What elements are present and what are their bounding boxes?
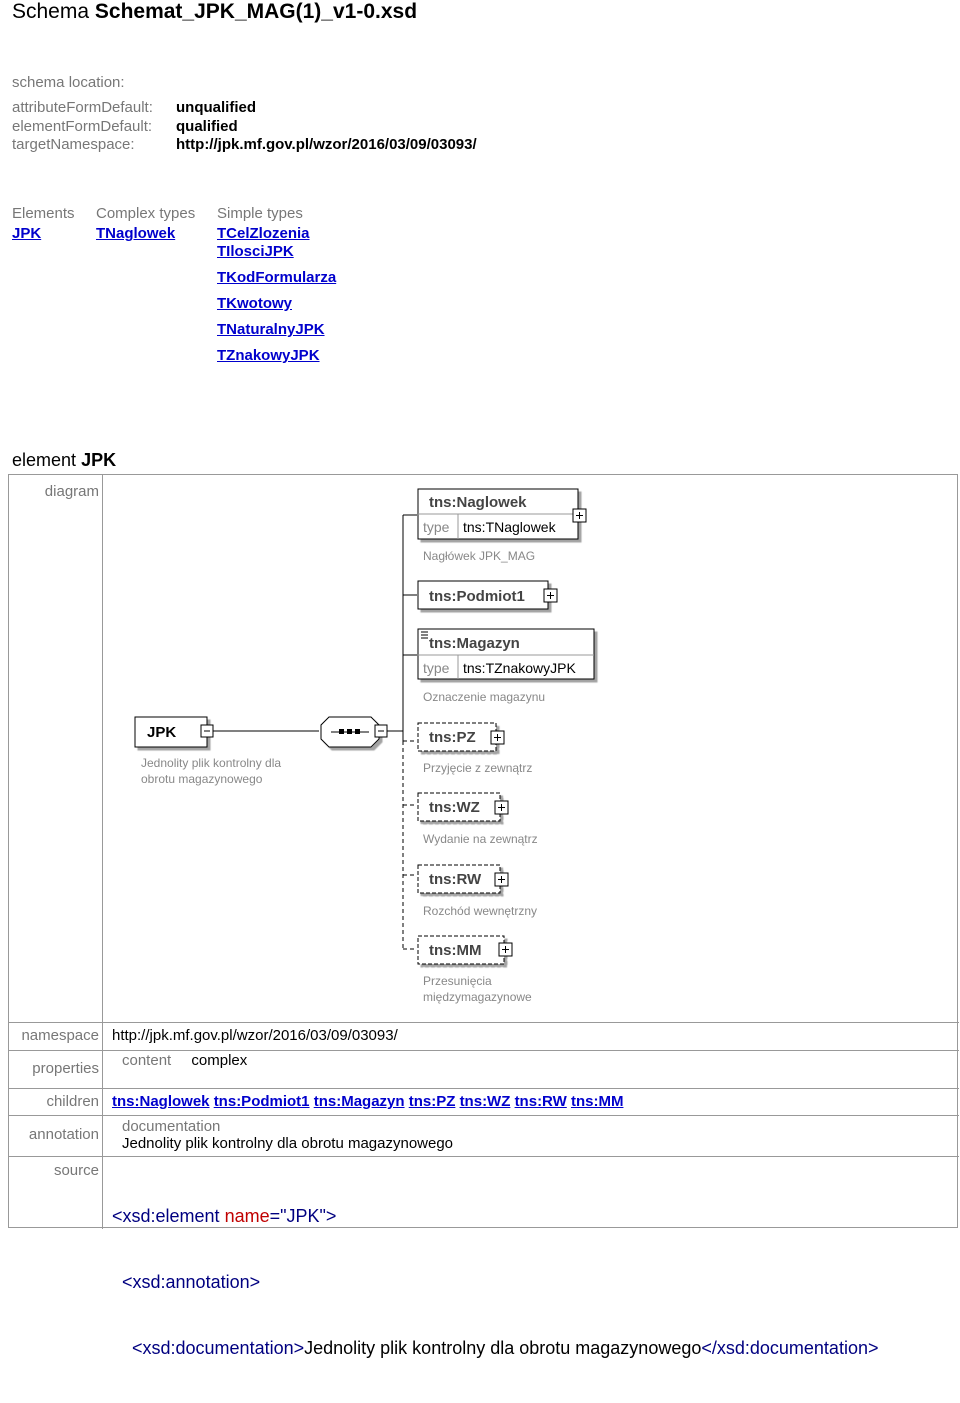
page-title: [12, 0, 417, 24]
target-namespace-label: targetNamespace:: [12, 136, 135, 153]
child-link[interactable]: tns:MM: [570, 1093, 624, 1110]
simple-type-link[interactable]: TCelZlozenia: [217, 225, 310, 242]
svg-text:tns:Naglowek: tns:Naglowek: [429, 494, 527, 511]
namespace-label: namespace: [21, 1027, 99, 1044]
target-namespace-row: [12, 136, 477, 155]
svg-text:Nagłówek JPK_MAG: Nagłówek JPK_MAG: [423, 549, 536, 563]
simple-types-header: Simple types: [217, 205, 303, 222]
child-link[interactable]: tns:RW: [514, 1093, 567, 1110]
source-code: [112, 1161, 878, 1403]
diagram-node-magazyn[interactable]: [418, 629, 594, 704]
attribute-form-default-label: attributeFormDefault:: [12, 99, 153, 116]
svg-text:tns:MM: tns:MM: [429, 942, 482, 959]
svg-text:Przyjęcie z zewnątrz: Przyjęcie z zewnątrz: [423, 761, 533, 775]
element-form-default-row: [12, 118, 477, 137]
property-key: content: [122, 1052, 172, 1069]
element-detail-table: [8, 474, 958, 1358]
documentation-key: documentation: [122, 1118, 221, 1135]
svg-text:Oznaczenie magazynu: Oznaczenie magazynu: [423, 690, 546, 704]
svg-text:tns:WZ: tns:WZ: [429, 799, 480, 816]
svg-text:tns:RW: tns:RW: [429, 871, 482, 888]
simple-type-link[interactable]: TIlosciJPK: [217, 243, 294, 260]
title-prefix: Schema: [12, 0, 90, 23]
source-line-1: <xsd:element name="JPK">: [112, 1206, 337, 1226]
schema-location-label: schema location:: [12, 74, 125, 91]
documentation-value: Jednolity plik kontrolny dla obrotu magazynowego: [122, 1135, 454, 1152]
simple-types-column: [217, 205, 336, 373]
elements-header: Elements: [12, 205, 75, 222]
child-link[interactable]: tns:Magazyn: [313, 1093, 405, 1110]
child-link[interactable]: tns:Podmiot1: [213, 1093, 310, 1110]
schema-file-name: Schemat_JPK_MAG(1)_v1-0.xsd: [94, 0, 418, 23]
diagram-label: diagram: [44, 483, 99, 500]
diagram-node-mm[interactable]: [418, 936, 532, 1004]
annotation-value: [122, 1118, 453, 1152]
attribute-form-default-value: unqualified: [176, 99, 256, 116]
simple-type-link[interactable]: TNaturalnyJPK: [217, 321, 325, 338]
svg-text:tns:TNaglowek: tns:TNaglowek: [463, 519, 556, 535]
child-link[interactable]: tns:PZ: [408, 1093, 456, 1110]
svg-text:obrotu magazynowego: obrotu magazynowego: [141, 772, 263, 786]
simple-type-link[interactable]: TKwotowy: [217, 295, 292, 312]
svg-text:międzymagazynowe: międzymagazynowe: [423, 990, 532, 1004]
schema-diagram: [103, 475, 958, 1021]
namespace-value: http://jpk.mf.gov.pl/wzor/2016/03/09/03093/: [112, 1027, 398, 1044]
element-form-default-label: elementFormDefault:: [12, 117, 153, 135]
svg-text:type: type: [423, 660, 450, 676]
svg-text:type: type: [423, 519, 450, 535]
svg-text:Jednolity plik kontrolny dla: Jednolity plik kontrolny dla: [141, 756, 282, 770]
source-line-2: <xsd:annotation>: [122, 1272, 261, 1292]
svg-text:JPK: JPK: [147, 724, 177, 741]
sequence-compositor-icon[interactable]: [321, 717, 387, 747]
properties-value: [122, 1052, 247, 1069]
source-label: source: [53, 1162, 99, 1179]
target-namespace-value: http://jpk.mf.gov.pl/wzor/2016/03/09/03093/: [176, 136, 477, 153]
svg-text:Wydanie na zewnątrz: Wydanie na zewnątrz: [423, 832, 538, 846]
diagram-node-podmiot1[interactable]: [418, 581, 557, 609]
element-section-title: [12, 450, 116, 471]
complex-type-link-tnaglowek[interactable]: TNaglowek: [96, 225, 176, 242]
svg-text:tns:Magazyn: tns:Magazyn: [429, 635, 520, 652]
child-link[interactable]: tns:Naglowek: [112, 1093, 210, 1110]
element-title-name: JPK: [81, 450, 117, 470]
annotation-label: annotation: [28, 1126, 99, 1143]
simple-type-link[interactable]: TKodFormularza: [217, 269, 337, 286]
attribute-form-default-row: [12, 99, 477, 118]
svg-text:Rozchód wewnętrzny: Rozchód wewnętrzny: [423, 904, 538, 918]
simple-type-link[interactable]: TZnakowyJPK: [217, 347, 320, 364]
svg-text:tns:Podmiot1: tns:Podmiot1: [429, 588, 525, 605]
schema-location: [12, 74, 125, 93]
diagram-node-rw[interactable]: [418, 865, 537, 918]
diagram-node-naglowek[interactable]: [418, 489, 586, 563]
diagram-node-wz[interactable]: [418, 793, 538, 846]
elements-column: [12, 205, 75, 242]
diagram-node-jpk[interactable]: [135, 717, 281, 786]
property-value: complex: [191, 1052, 248, 1069]
complex-types-column: [96, 205, 195, 242]
element-form-default-value: qualified: [176, 117, 238, 135]
svg-text:tns:PZ: tns:PZ: [429, 729, 476, 746]
element-title-prefix: element: [12, 450, 77, 470]
child-link[interactable]: tns:WZ: [459, 1093, 511, 1110]
properties-label: properties: [32, 1060, 99, 1077]
children-label: children: [46, 1093, 99, 1110]
svg-text:Przesunięcia: Przesunięcia: [423, 974, 492, 988]
svg-text:tns:TZnakowyJPK: tns:TZnakowyJPK: [463, 660, 576, 676]
complex-types-header: Complex types: [96, 205, 196, 222]
children-list: [112, 1093, 623, 1110]
schema-info: [12, 99, 477, 155]
diagram-node-pz[interactable]: [418, 723, 532, 775]
element-link-jpk[interactable]: JPK: [12, 225, 42, 242]
source-line-3: <xsd:documentation>Jednolity plik kontrolny dla obrotu magazynowego</xsd:documentation>: [132, 1338, 879, 1358]
